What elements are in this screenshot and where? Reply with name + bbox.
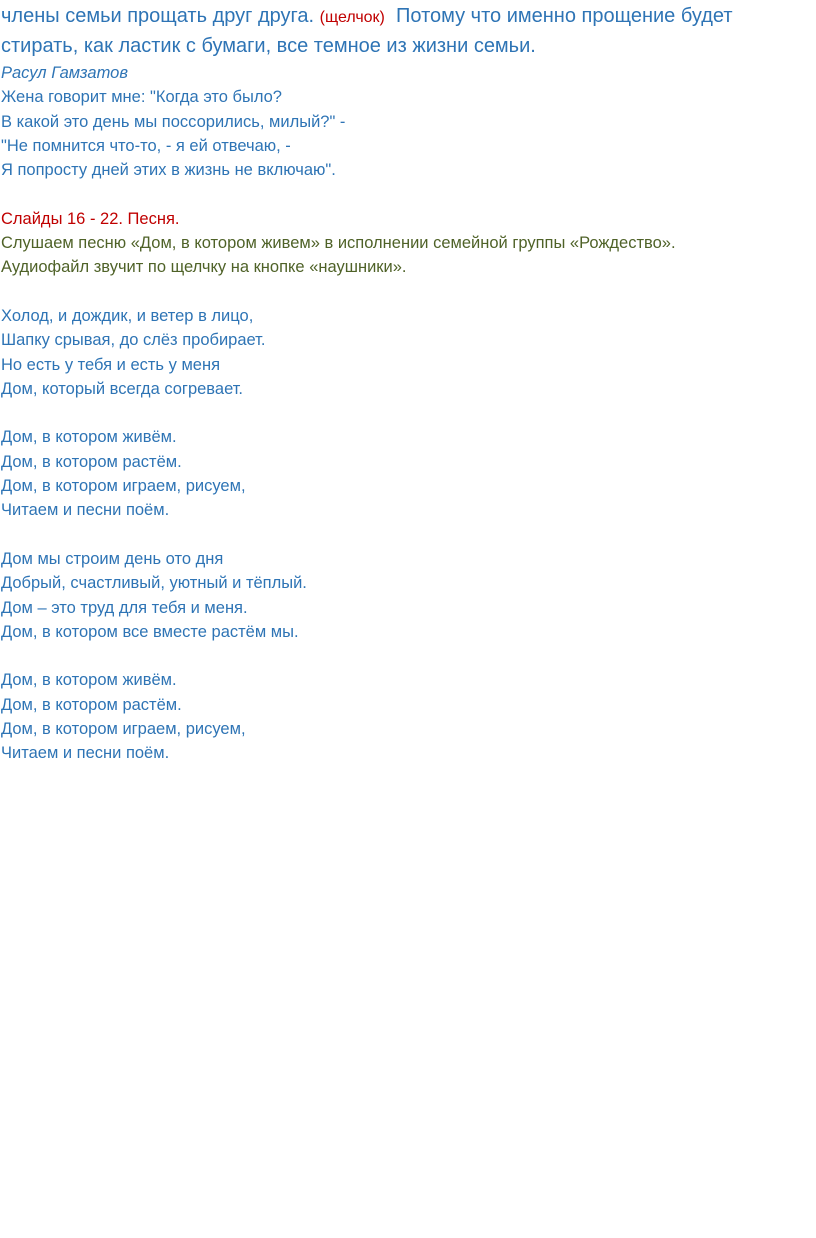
- poem-line: В какой это день мы поссорились, милый?" -: [1, 112, 346, 131]
- song-line: Читаем и песни поём.: [1, 744, 170, 763]
- spacer: [0, 182, 816, 206]
- song-line: Дом, в котором растём.: [1, 452, 182, 471]
- song-line: Читаем и песни поём.: [1, 501, 170, 520]
- song-line: Шапку срывая, до слёз пробирает.: [1, 331, 266, 350]
- song-line: Добрый, счастливый, уютный и тёплый.: [1, 574, 307, 593]
- song-line: Но есть у тебя и есть у меня: [1, 355, 221, 374]
- poem-author: Расул Гамзатов: [1, 64, 128, 82]
- intro-text-start: члены семьи прощать друг друга.: [1, 5, 315, 27]
- spacer: [0, 401, 816, 425]
- song-verse-2: [0, 547, 816, 644]
- song-line: Дом – это труд для тебя и меня.: [1, 598, 248, 617]
- intro-line-1: [1, 2, 816, 32]
- poem-line: Жена говорит мне: "Когда это было?: [1, 88, 282, 107]
- poem-line: Я попросту дней этих в жизнь не включаю".: [1, 161, 336, 180]
- spacer: [0, 644, 816, 668]
- slides-section: [0, 207, 816, 280]
- slides-heading: Слайды 16 - 22. Песня.: [1, 209, 180, 228]
- song-line: Дом, в котором все вместе растём мы.: [1, 622, 299, 641]
- song-line: Холод, и дождик, и ветер в лицо,: [1, 306, 254, 325]
- song-line: Дом, который всегда согревает.: [1, 379, 244, 398]
- spacer: [0, 280, 816, 304]
- spacer: [0, 523, 816, 547]
- song-line: Дом, в котором живём.: [1, 671, 177, 690]
- song-line: Дом мы строим день ото дня: [1, 549, 224, 568]
- song-line: Дом, в котором играем, рисуем,: [1, 477, 246, 496]
- song-instruction: Аудиофайл звучит по щелчку на кнопке «наушники».: [1, 258, 407, 277]
- song-chorus-2: [0, 668, 816, 765]
- poem-line: "Не помнится что-то, - я ей отвечаю, -: [1, 136, 291, 155]
- song-line: Дом, в котором живём.: [1, 428, 177, 447]
- song-line: Дом, в котором растём.: [1, 695, 182, 714]
- song-line: Дом, в котором играем, рисуем,: [1, 720, 246, 739]
- intro-paragraph: [0, 0, 816, 60]
- intro-text-end: Потому что именно прощение будет: [396, 5, 733, 27]
- song-instruction: Слушаем песню «Дом, в котором живем» в исполнении семейной группы «Рождество».: [1, 234, 676, 253]
- song-chorus-1: [0, 425, 816, 522]
- intro-line-2: стирать, как ластик с бумаги, все темное из жизни семьи.: [1, 35, 536, 57]
- poem-block: [0, 61, 816, 182]
- click-marker: (щелчок): [319, 9, 385, 26]
- song-verse-1: [0, 304, 816, 401]
